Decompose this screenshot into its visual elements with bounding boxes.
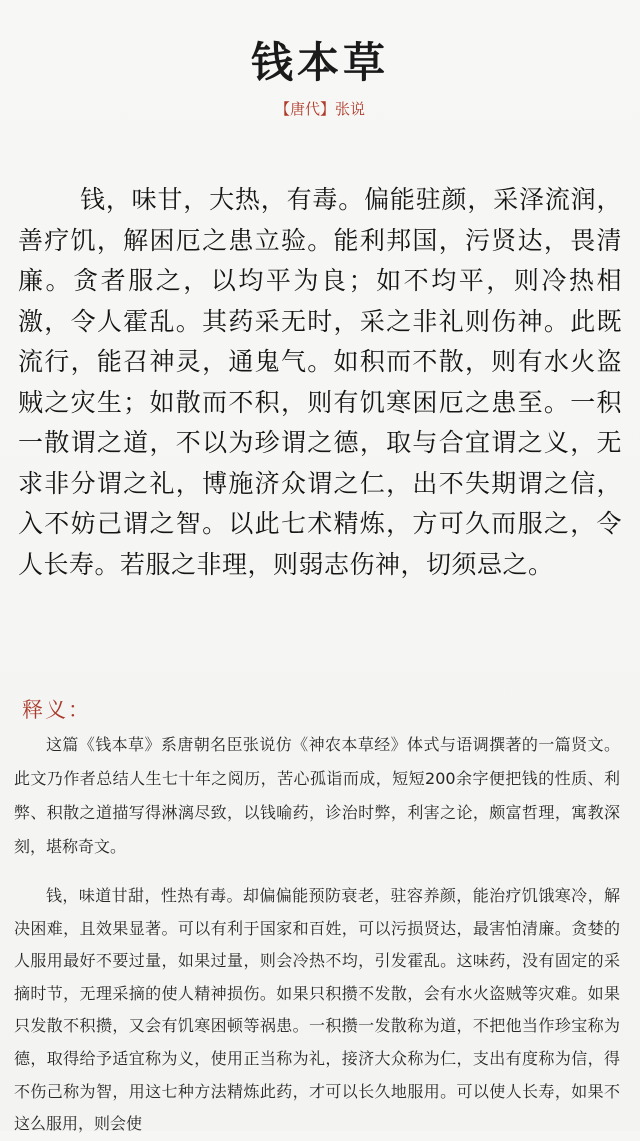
explanation-paragraph-1: 这篇《钱本草》系唐朝名臣张说仿《神农本草经》体式与语调撰著的一篇贤文。此文乃作者总结人生七十年之阅历，苦心孤诣而成，短短200余字便把钱的性质、利弊、积散之道描写得淋漓尽致，以钱喻药，诊治时弊，利害之论，颇富哲理，寓教深刻，堪称奇文。 [14,735,620,856]
poem-title: 钱本草 [250,38,389,87]
explanation-paragraph-2: 钱，味道甘甜，性热有毒。却偏偏能预防衰老，驻容养颜，能治疗饥饿寒冷，解决困难，且效果显著。可以有利于国家和百姓，可以污损贤达，最害怕清廉。贪婪的人服用最好不要过量，如果过量，则会冷热不均，引发霍乱。这味药，没有固定的采摘时节，无理采摘的使人精神损伤。如果只积攒不发散，会有水火盗贼等灾难。如果只发散不积攒，又会有饥寒困顿等祸患。一积攒一发散称为道，不把他当作珍宝称为德，取得给予适宜称为义，使用正当称为礼，接济大众称为仁，支出有度称为信，得不伤己称为智，用这七种方法精炼此药，才可以长久地服用。可以使人长寿，如果不这么服用，则会使 [14,886,620,1134]
dynasty-label: 【唐代】 [274,100,335,118]
author-line [0,98,640,119]
poem-text: 钱，味甘，大热，有毒。偏能驻颜，采泽流润，善疗饥，解困厄之患立验。能利邦国，污贤达，畏清廉。贪者服之，以均平为良；如不均平，则冷热相激，令人霍乱。其药采无时，采之非礼则伤神。此既流行，能召神灵，通鬼气。如积而不散，则有水火盗贼之灾生；如散而不积，则有饥寒困厄之患至。一积一散谓之道，不以为珍谓之德，取与合宜谓之义，无求非分谓之礼，博施济众谓之仁，出不失期谓之信，入不妨己谓之智。以此七术精炼，方可久而服之，令人长寿。若服之非理，则弱志伤神，切须忌之。 [18,185,622,579]
author-name: 张说 [335,100,366,118]
explanation-heading: 释义： [22,698,91,722]
